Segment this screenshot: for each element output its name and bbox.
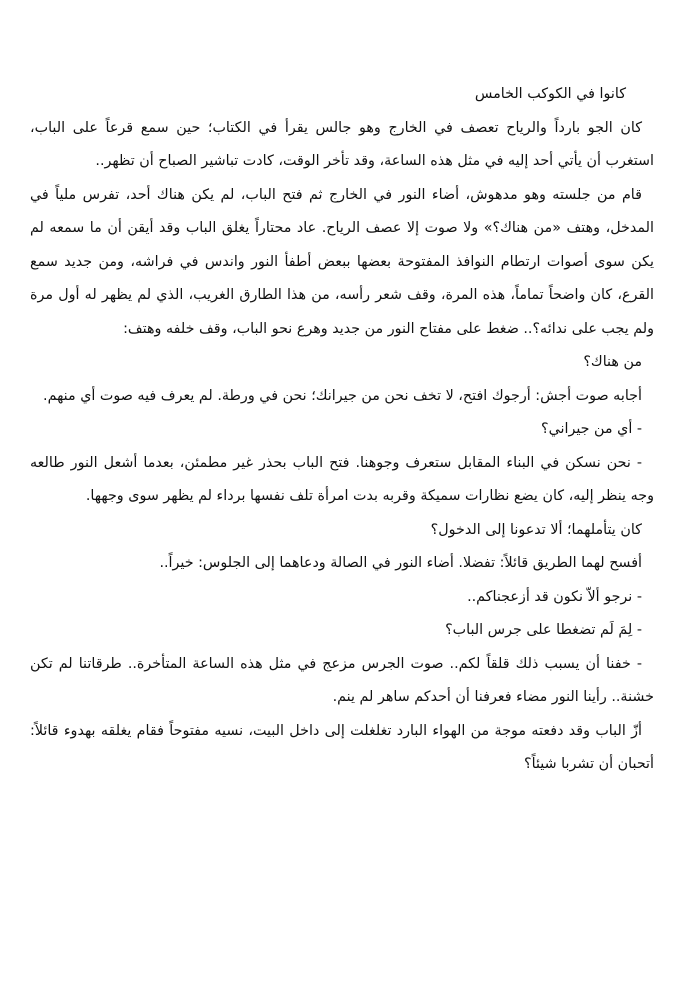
paragraph-12: أزّ الباب وقد دفعته موجة من الهواء البارد تغلغلت إلى داخل البيت، نسيه مفتوحاً فقام يغلقه بهدوء قائلاً: أتحبان أن تشربا شيئاً؟ bbox=[30, 722, 654, 772]
paragraph-11: - خفنا أن يسبب ذلك قلقاً لكم.. صوت الجرس مزعج في مثل هذه الساعة المتأخرة.. طرقاتنا لم تكن خشنة.. رأينا النور مضاء فعرفنا أن أحدكم ساهر لم ينم. bbox=[30, 655, 654, 705]
story-title: كانوا في الكوكب الخامس bbox=[474, 86, 626, 102]
paragraph-7: كان يتأملهما؛ ألا تدعونا إلى الدخول؟ bbox=[430, 521, 642, 538]
paragraph-8: أفسح لهما الطريق قائلاً: تفضلا. أضاء النور في الصالة ودعاهما إلى الجلوس: خيراً.. bbox=[159, 555, 642, 571]
paragraph-4: أجابه صوت أجش: أرجوك افتح، لا تخف نحن من جيرانك؛ نحن في ورطة. لم يعرف فيه صوت أي منهم. bbox=[43, 387, 642, 404]
paragraph-1: كان الجو بارداً والرياح تعصف في الخارج وهو جالس يقرأ في الكتاب؛ حين سمع قرعاً على الباب، استغرب أن يأتي أحد إليه في مثل هذه الساعة، وقد تأخر الوقت، كادت تباشير الصباح أن تظهر.. bbox=[30, 119, 654, 169]
paragraph-6: - نحن نسكن في البناء المقابل ستعرف وجوهنا. فتح الباب بحذر غير مطمئن، بعدما أشعل النور طالعه وجه ينظر إليه، كان يضع نظارات سميكة وقربه بدت امرأة تلف نفسها برداء لم يظهر سوى وجهها. bbox=[30, 454, 654, 504]
paragraph-9: - نرجو ألاّ نكون قد أزعجناكم.. bbox=[467, 588, 642, 605]
paragraph-2: قام من جلسته وهو مدهوش، أضاء النور في الخارج ثم فتح الباب، لم يكن هناك أحد، تفرس ملياً في المدخل، وهتف «من هناك؟» ولا صوت إلا عصف الرياح. عاد محتاراً يغلق الباب وقد أيقن أن ما سمعه لم يكن سوى أصوات ارتطام النوافذ المفتوحة بعضها ببعض أطفأ النور واندس في فراشه، ومن جديد سمع القرع، كان واضحاً تماماً، هذه المرة، وقف شعر رأسه، من هذا الطارق الغريب، الذي لم يظهر له أول مرة ولم يجب على ندائه؟.. ضغط على مفتاح النور من جديد وهرع نحو الباب، وقف خلفه وهتف: bbox=[30, 186, 654, 337]
paragraph-3: من هناك؟ bbox=[583, 354, 642, 370]
document-page bbox=[30, 78, 654, 978]
paragraph-10: - لِمَ لَم تضغطا على جرس الباب؟ bbox=[445, 622, 642, 638]
paragraph-5: - أي من جيراني؟ bbox=[541, 421, 642, 437]
